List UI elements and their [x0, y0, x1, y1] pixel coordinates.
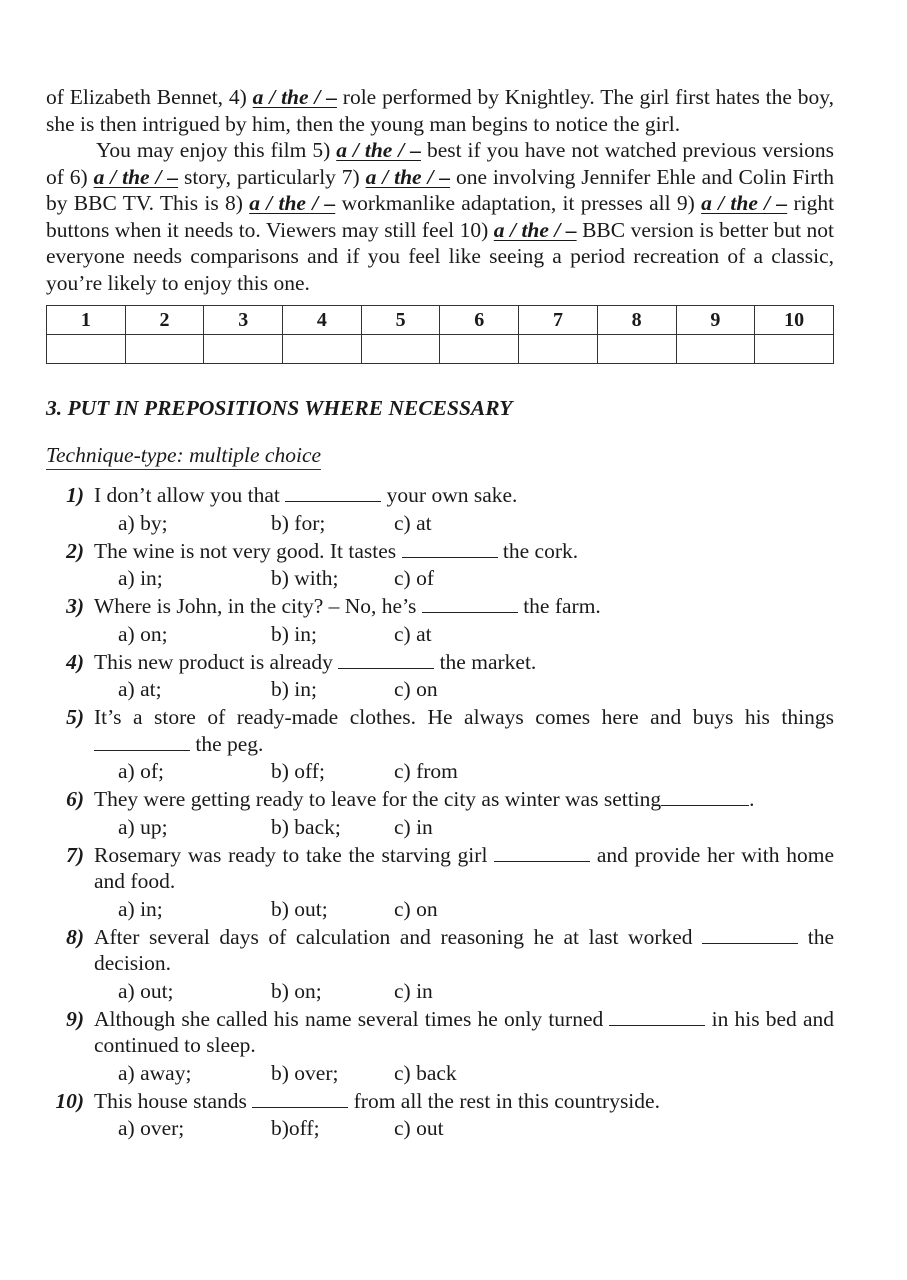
question-item [46, 704, 834, 786]
choice-c[interactable]: c) back [394, 1060, 457, 1085]
question-stem: and provide her with home and food. [94, 842, 834, 893]
answer-blank[interactable] [252, 1089, 348, 1108]
answer-blank[interactable] [609, 1007, 705, 1026]
answer-header-cell: 3 [204, 306, 283, 335]
question-number: 6) [66, 787, 84, 811]
choice-c[interactable]: c) of [394, 566, 434, 590]
passage-text: You may enjoy this film 5) [96, 138, 331, 162]
answer-header-cell: 8 [597, 306, 676, 335]
question-stem: the peg. [195, 731, 264, 756]
answer-header-cell: 6 [440, 306, 519, 335]
answer-blank[interactable] [285, 483, 381, 502]
choice-a[interactable]: a) over; [118, 1116, 185, 1140]
choice-row [46, 813, 834, 842]
question-number: 7) [66, 842, 84, 867]
question-item [46, 649, 834, 705]
choice-c[interactable]: c) in [394, 814, 433, 839]
section-heading: 3. PUT IN PREPOSITIONS WHERE NECESSARY [46, 396, 513, 420]
question-number: 4) [66, 649, 84, 674]
choice-a[interactable]: a) by; [118, 510, 168, 535]
passage-text: best if you have not watched previous versions of 6) [46, 138, 835, 189]
choice-row [46, 1059, 834, 1088]
answer-blank[interactable] [661, 787, 749, 806]
answer-table [46, 305, 834, 364]
answer-cell[interactable] [283, 335, 362, 364]
choice-a[interactable]: a) out; [118, 978, 174, 1003]
choice-b[interactable]: b) in; [271, 621, 317, 646]
question-stem: the decision. [94, 924, 835, 975]
answer-cell[interactable] [204, 335, 283, 364]
passage-text: story, particularly 7) [183, 164, 360, 189]
choice-c[interactable]: c) at [394, 621, 432, 646]
choice-c[interactable]: c) on [394, 896, 438, 921]
answer-header-cell: 1 [47, 306, 126, 335]
answer-table-header-row [47, 306, 834, 335]
question-stem: After several days of calculation and reasoning he at last worked [94, 924, 693, 949]
option-4: a / the / – [252, 85, 337, 109]
question-stem: The wine is not very good. It tastes [94, 538, 397, 563]
choice-a[interactable]: a) in; [118, 896, 163, 921]
answer-cell[interactable] [125, 335, 204, 364]
passage-text: one involving Jennifer Ehle and Colin Firth by BBC TV. This is 8) [46, 164, 835, 215]
choice-a[interactable]: a) at; [118, 677, 162, 701]
question-text [46, 842, 834, 895]
choice-a[interactable]: a) in; [118, 566, 163, 590]
question-text [46, 924, 834, 977]
choice-row [46, 977, 834, 1006]
choice-row [46, 675, 834, 704]
answer-blank[interactable] [422, 594, 518, 613]
option-6: a / the / – [93, 164, 179, 189]
answer-header-cell: 9 [676, 306, 755, 335]
answer-header-cell: 5 [361, 306, 440, 335]
question-list [46, 482, 834, 1143]
question-text [46, 538, 834, 565]
choice-b[interactable]: b) in; [271, 677, 317, 701]
question-stem: It’s a store of ready-made clothes. He always comes here and buys his things [94, 705, 834, 729]
choice-b[interactable]: b) on; [271, 978, 322, 1003]
answer-cell[interactable] [676, 335, 755, 364]
choice-b[interactable]: b) off; [271, 759, 325, 783]
choice-b[interactable]: b) out; [271, 896, 328, 921]
question-text [46, 1088, 834, 1115]
question-stem: the cork. [502, 538, 579, 563]
question-text [46, 593, 834, 620]
choice-a[interactable]: a) on; [118, 621, 168, 646]
option-10: a / the / – [493, 217, 577, 242]
question-item [46, 593, 834, 649]
technique-type-label: Technique-type: multiple choice [46, 443, 321, 470]
choice-c[interactable]: c) on [394, 677, 438, 701]
passage-text: BBC version is better but not everyone needs comparisons and if you feel like seeing a period recreation of a classic, you’re likely to enjoy this one. [46, 217, 835, 295]
passage-text: right buttons when it needs to. Viewers may still feel 10) [46, 191, 835, 242]
question-text [46, 786, 834, 813]
choice-c[interactable]: c) from [394, 759, 458, 783]
choice-b[interactable]: b)off; [271, 1116, 320, 1140]
question-number: 3) [66, 594, 84, 618]
answer-header-cell: 7 [519, 306, 598, 335]
answer-table-input-row [47, 335, 834, 364]
answer-cell[interactable] [597, 335, 676, 364]
question-item [46, 786, 834, 842]
answer-cell[interactable] [519, 335, 598, 364]
choice-a[interactable]: a) up; [118, 814, 168, 839]
question-number: 10) [55, 1088, 84, 1113]
question-stem: Where is John, in the city? – No, he’s [94, 594, 417, 618]
choice-row [46, 620, 834, 649]
question-number: 8) [66, 924, 84, 949]
question-stem: I don’t allow you that [94, 483, 280, 507]
answer-blank[interactable] [402, 539, 498, 558]
option-5: a / the / – [336, 138, 421, 162]
worksheet-page [46, 84, 834, 1143]
answer-blank[interactable] [702, 925, 798, 944]
question-text [46, 649, 834, 676]
option-9: a / the / – [701, 191, 788, 215]
choice-row [46, 895, 834, 924]
passage-paragraph-2 [46, 137, 834, 296]
question-text [46, 1006, 834, 1059]
option-7: a / the / – [365, 164, 451, 189]
question-stem: the farm. [523, 594, 601, 618]
question-stem: Rosemary was ready to take the starving girl [94, 842, 488, 867]
question-stem: in his bed and continued to sleep. [94, 1006, 835, 1057]
choice-b[interactable]: b) back; [271, 814, 341, 839]
passage-paragraph-1 [46, 84, 834, 137]
question-stem: This new product is already [94, 649, 333, 674]
choice-a[interactable]: a) away; [118, 1060, 192, 1085]
choice-b[interactable]: b) over; [271, 1060, 339, 1085]
choice-row [46, 564, 834, 593]
passage-text: workmanlike adaptation, it presses all 9) [341, 191, 695, 215]
answer-cell[interactable] [47, 335, 126, 364]
answer-cell[interactable] [361, 335, 440, 364]
question-stem: Although she called his name several times he only turned [94, 1006, 604, 1031]
question-text [46, 704, 834, 757]
choice-row [46, 757, 834, 786]
choice-row [46, 1114, 834, 1143]
answer-blank[interactable] [338, 650, 434, 669]
question-item [46, 538, 834, 594]
choice-row [46, 509, 834, 538]
answer-header-cell: 2 [125, 306, 204, 335]
question-number: 9) [66, 1006, 84, 1031]
question-number: 1) [66, 483, 84, 507]
choice-b[interactable]: b) with; [271, 566, 339, 590]
question-stem: from all the rest in this countryside. [353, 1088, 660, 1113]
choice-c[interactable]: c) in [394, 978, 433, 1003]
choice-c[interactable]: c) at [394, 510, 432, 535]
option-8: a / the / – [249, 191, 336, 215]
question-stem: the market. [439, 649, 537, 674]
question-item [46, 842, 834, 924]
answer-blank[interactable] [94, 732, 190, 751]
answer-header-cell: 4 [283, 306, 362, 335]
answer-header-cell: 10 [755, 306, 834, 335]
choice-a[interactable]: a) of; [118, 759, 164, 783]
question-item [46, 1006, 834, 1088]
question-item [46, 924, 834, 1006]
question-number: 5) [66, 705, 84, 729]
choice-b[interactable]: b) for; [271, 510, 326, 535]
answer-cell[interactable] [440, 335, 519, 364]
passage-text: role performed by Knightley. The girl first hates the boy, she is then intrigued by him, then the young man begins to notice the girl. [46, 85, 835, 136]
question-stem: . [749, 787, 755, 811]
answer-blank[interactable] [494, 843, 590, 862]
choice-c[interactable]: c) out [394, 1116, 444, 1140]
answer-cell[interactable] [755, 335, 834, 364]
question-stem: your own sake. [386, 483, 518, 507]
question-item [46, 1088, 834, 1144]
passage-text: of Elizabeth Bennet, 4) [46, 85, 247, 109]
question-stem: This house stands [94, 1088, 247, 1113]
question-number: 2) [66, 538, 84, 563]
question-text [46, 482, 834, 509]
question-item [46, 482, 834, 538]
question-stem: They were getting ready to leave for the city as winter was setting [94, 787, 662, 811]
